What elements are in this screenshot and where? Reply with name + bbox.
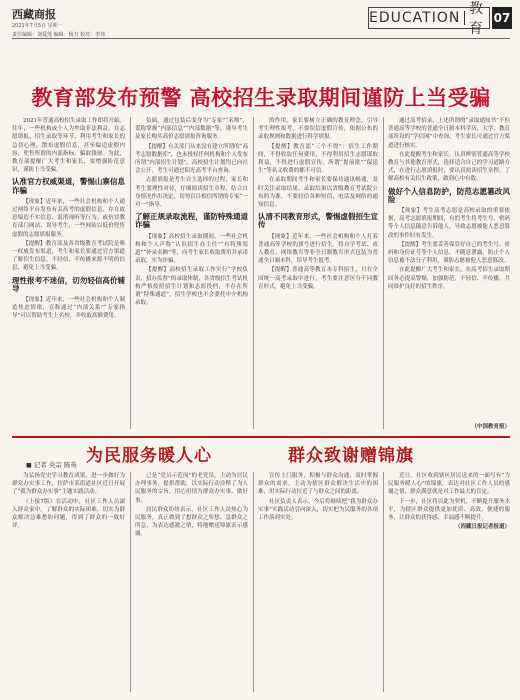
source-note: （西藏日报记者报道）: [454, 524, 510, 531]
issue-date: 2021年7月5日 星期一: [12, 23, 63, 29]
paragraph: 宣传上门服务，积极与群众沟通，及时掌握群众的需求，主动为辖区群众解决生活中的困难，用实际行动拉近了与群众之间的距离。: [258, 473, 378, 496]
paper-name: 西藏商报: [12, 8, 56, 21]
paragraph: 【提醒】考生要妥善保管好自己的考生号、密码和身份证号等个人信息，不随意泄露，防止个人信息被不法分子利用，谨防志愿被他人恶意篡改。: [388, 241, 510, 265]
feature-column-4: [388, 472, 510, 694]
page-number: 07: [492, 7, 512, 29]
paragraph: 【现象】近年来，一些社会机构和个人打着普通高等学校的旗号进行招生，将自学考试、成人教育、网络教育等非全日制教育形式包装为普通全日制本科，误导考生报考。: [258, 233, 378, 265]
paragraph: 【现象】近年来，一些社会机构和个人制造焦虑情绪，宣称通过“内部关系”“专家指导”可以帮助考生上名校，并收取高额费用。: [12, 297, 125, 320]
column-divider: [253, 472, 254, 692]
paragraph: 【现象】高校招生录取期间，一些社会机构和个人声称“认识招生办主任”“有特殊渠道”“补录名额”等，向考生家长收取费用并承诺录取，实为诈骗。: [135, 233, 248, 265]
paragraph: 社区负责人表示，今后将继续把“我为群众办实事”实践活动引向深入，切实把为民服务的各项工作落到实处。: [258, 498, 378, 522]
byline-text: 记者 央宗 陈英: [33, 461, 77, 469]
feature-column-3: [258, 472, 378, 694]
paragraph: 【提醒】普通高等教育本专科招生，只在全国统一高考录取中进行，考生要注意区分不同教育形式，避免上当受骗。: [258, 267, 378, 290]
section-rule: [12, 436, 510, 438]
article-column-2: [135, 117, 248, 432]
column-divider: [383, 117, 384, 429]
paragraph: 志愿填报是考生自主选择的过程，家长和考生要理性对待，仔细阅读招生章程，结合自身情况作出决定，切勿盲目相信所谓的专家“一对一”指导。: [135, 177, 248, 209]
article-column-4: [388, 117, 510, 422]
article-source: （中国教育报）: [471, 424, 510, 430]
paragraph: 的作用，家长要树立正确的教育理念，引导考生理性报考，不要误信虚假宣传，依据公布的录取规则和数据进行科学填报。: [258, 118, 378, 141]
section-name-chinese: 教育: [468, 1, 483, 37]
paragraph: 通过高考招录。上述所谓的“录取通知书”不但普通高等学校的普通全日制本科学历，大学、教育部所设的“学信网”中查询，考生家长可通过官方渠道进行核实。: [388, 118, 510, 149]
paragraph: 为弘扬党史学习教育成果，进一步做好为群众办实事工作，拉萨市某街道社区近日开展了“我为群众办实事”主题实践活动。: [12, 473, 125, 496]
paragraph: 【提醒】有关部门从来没有建立所谓的“高考志愿数据库”，也未授权任何机构和个人发布所谓“内部招生计划”。高校招生计划均已向社会公开，考生可通过阳光高考平台查询。: [135, 143, 248, 175]
paragraph: （上接7版）在活动中，社区工作人员深入群众家中，了解群众的实际困难，切实为群众解决急难愁盼问题，得到了群众的一致好评。: [12, 498, 125, 530]
section-tag: [368, 1, 490, 37]
paragraph: 负面，通过包装后变身为“专家”“名师”，谎称掌握“内部信息”“内部数据”等，诱导考生及家长购买高价志愿填报咨询服务。: [135, 118, 248, 141]
paragraph: 已是“党员示范岗”的老党员，主动为居民办理事务，提供帮助，以实际行动诠释了为人民服务的宗旨，用心用情为群众办实事、做好事。: [135, 473, 248, 504]
article-column-1: [12, 117, 125, 432]
subheading: 认准官方权威渠道，警惕山寨信息诈骗: [12, 177, 125, 195]
column-divider: [253, 117, 254, 429]
feature-byline: [26, 460, 77, 469]
paragraph: 居民群众纷纷表示，社区工作人员热心为民服务，真正做到了想群众之所想、急群众之所急，为表达感激之情，特地赠送锦旗表示感谢。: [135, 506, 248, 538]
feature-column-1: [12, 472, 125, 694]
paragraph: 【现象】近年来，一些社会机构和个人通过网络平台发布有关高考的虚假信息，存在故意编造不实信息、混淆视听等行为。或仿冒教育部门网站、误导考生，一些网站以低价兜售虚假的志愿填报服务。: [12, 198, 125, 238]
subheading: 认清不同教育形式，警惕虚假招生宣传: [258, 212, 378, 230]
paragraph: 2021年普通高校招生录取工作即将开始。往年，一些机构或个人为牟取非法利益，在志愿填报、招生录取等环节，利用考生和家长的急切心理，散布虚假信息，甚至编造虚假内容，兜售所谓的内部指标，骗取钱财。为此，教育部提醒广大考生和家长，要增强防范意识，谨防上当受骗。: [12, 118, 125, 174]
column-divider: [130, 117, 131, 429]
subheading: 理性报考不迷信，切勿轻信高价辅导: [12, 275, 125, 293]
paragraph: 在录取期间考生和家长要保持通讯畅通，及时关注录取结果，录取结果以省级教育考试院公布的为准，不要轻信各种短信、电话及网络的通知信息。: [258, 177, 378, 209]
paragraph: 【提醒】教育部“三个不得”：招生工作期间，不得收取任何费用，不得利用招生志愿谋取利益，不得进行虚假宣传。所谓“提前批”“保送生”等名义收费的都不可信。: [258, 143, 378, 175]
paragraph: 在此提醒广大考生和家长，在高考招生录取期间务必提高警惕，加强防范，不轻信、不传播，共同维护良好的招生秩序。: [388, 267, 510, 290]
article-column-3: [258, 117, 378, 432]
main-headline: 教育部发布预警 高校招生录取期间谨防上当受骗: [31, 86, 491, 110]
paragraph: 下一步，社区将以此为契机，不断提升服务水平，为辖区群众提供更加优质、高效、便捷的服务，让群众的获得感、幸福感不断提升。: [388, 498, 510, 522]
paragraph: 【提醒】教育部及各省级教育考试院是唯一权威发布渠道，考生和家长要通过官方渠道了解招生信息，不轻信、不传播来源不明的信息，避免上当受骗。: [12, 240, 125, 272]
paragraph: 在此提醒考生和家长，认真辨别普通高等学校教育与其他教育形式，选择适合自己的学习道路方式，在进行志愿填报时，要认真阅读招生章程，了解高校有关招生政策，做到心中有数。: [388, 151, 510, 183]
editor-credits: 责任编辑：刘爱莲 编辑：杨丑 校对：李伟: [12, 32, 106, 38]
section-name-english: EDUCATION: [369, 10, 461, 26]
subheading: 做好个人信息防护，防范志愿篡改风险: [388, 186, 510, 204]
feature-title-right: 群众致谢赠锦旗: [288, 446, 414, 466]
paragraph: 【现象】考生高考志愿是高校录取的重要依据，高考志愿填报期间，有的考生将考生号、密码等个人信息随意告诉他人，导致志愿被他人恶意篡改的事件时有发生。: [388, 208, 510, 239]
feature-title-left: 为民服务暖人心: [86, 446, 212, 466]
column-divider: [383, 472, 384, 692]
section-divider: [464, 11, 465, 25]
feature-column-2: [135, 472, 248, 694]
paragraph: 近日，社区收到辖区居民送来的一面写有“为民服务暖人心”的锦旗，表达对社区工作人员的感谢之情，群众满意就是对工作最大的肯定。: [388, 473, 510, 496]
subheading: 了解正规录取流程，谨防特殊通道诈骗: [135, 212, 248, 230]
paragraph: 【提醒】高校招生录取工作实行“学校负责、招办监督”的录取体制，各省级招生考试机构严格按照招生计划和志愿投档，不存在所谓“特殊通道”，招生学校也不会委托中介机构录取。: [135, 267, 248, 307]
masthead-rule: [12, 38, 510, 39]
column-divider: [130, 472, 131, 692]
reporter-icon: ■: [26, 462, 32, 469]
